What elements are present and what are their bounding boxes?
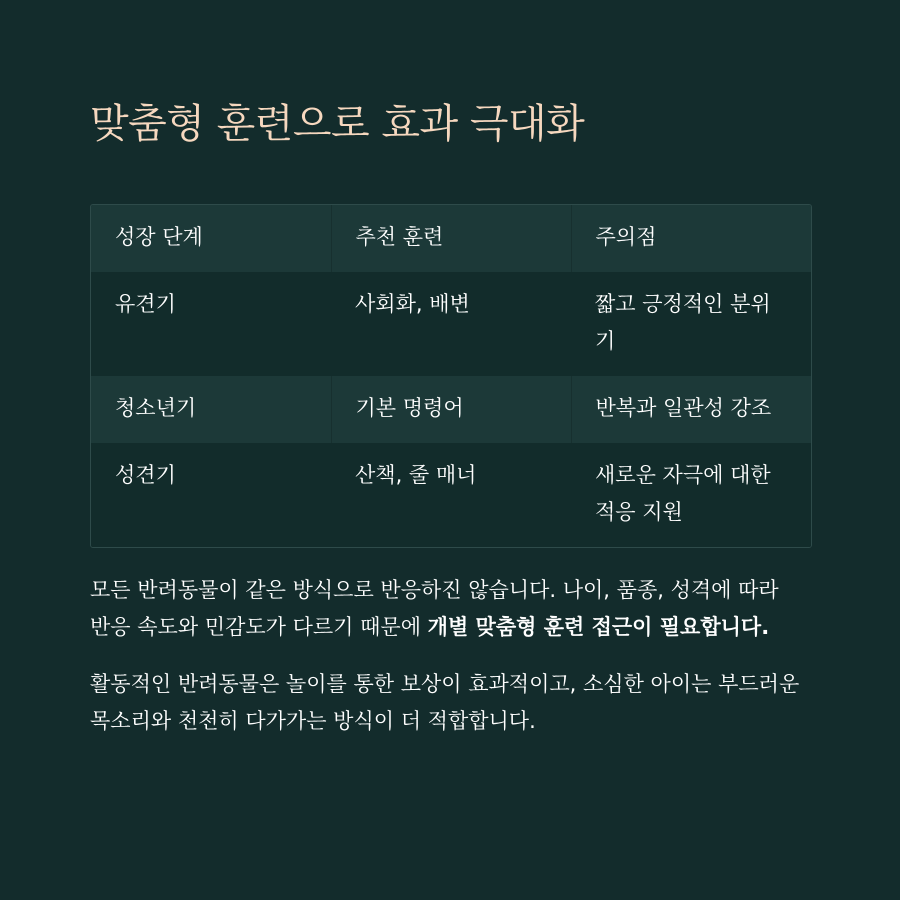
table-header-row [91, 205, 811, 272]
paragraph-emphasis: 개별 맞춤형 훈련 접근이 필요합니다. [427, 615, 770, 639]
paragraph-text: 모든 반려동물이 같은 방식으로 반응하진 않습니다. 나이, 품종, 성격에 따라 반응 속도와 민감도가 다르기 때문에 [90, 578, 779, 639]
cell-stage: 청소년기 [115, 396, 197, 420]
cell-caution: 반복과 일관성 강조 [571, 376, 811, 443]
page-title: 맞춤형 훈련으로 효과 극대화 [90, 101, 585, 147]
cell-training: 사회화, 배변 [355, 292, 470, 316]
paragraph-pet-types: 활동적인 반려동물은 놀이를 통한 보상이 효과적이고, 소심한 아이는 부드러운 목소리와 천천히 다가가는 방식이 더 적합합니다. [90, 672, 800, 733]
cell-stage: 유견기 [115, 292, 176, 316]
paragraph-individual-approach [90, 572, 810, 646]
header-training: 추천 훈련 [331, 205, 571, 272]
cell-training: 산책, 줄 매너 [355, 463, 477, 487]
content [90, 92, 810, 740]
cell-training: 기본 명령어 [331, 376, 571, 443]
cell-stage: 성견기 [115, 463, 176, 487]
table-row [91, 272, 811, 376]
cell-caution: 짧고 긍정적인 분위기 [595, 292, 771, 353]
table-row [91, 376, 811, 443]
header-caution: 주의점 [571, 205, 811, 272]
table-row [91, 443, 811, 547]
training-table [90, 204, 812, 548]
cell-caution: 새로운 자극에 대한 적응 지원 [595, 463, 771, 524]
header-stage: 성장 단계 [115, 225, 203, 249]
